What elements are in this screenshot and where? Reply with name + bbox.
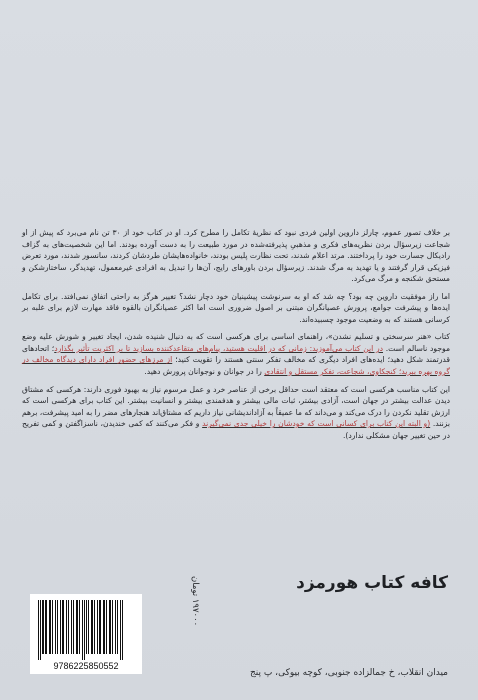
barcode-bar bbox=[40, 600, 41, 660]
blurb-paragraph: کتاب «هنر سرسختی و تسلیم نشدن»، راهنمای اساسی برای هرکسی است که به دنبال شنیده شدن، ایجاد تغییر و شورش علیه وضع موجود ناسالم است. در این کتاب می‌آموزید: زمانی که در اقلیت هستید، پیام‌های متقاعدکننده بسازید تا بر اکثریت تأثیر بگذارد؛ اتحادهای قدرتمند شکل دهید؛ ایده‌های افراد دیگری که مخالف تفکر سنتی هستند را تقویت کنید؛ از مرزهای حضور افراد دارای دیدگاه مخالف در گروه بهره ببرید؛ کنجکاوی، شجاعت، تفکر مستقل و انتقادی را در جوانان و نوجوانان پرورش دهید. bbox=[22, 332, 451, 377]
barcode-graphic bbox=[30, 594, 142, 674]
barcode-bar bbox=[117, 600, 118, 654]
barcode-bar bbox=[49, 600, 51, 654]
blurb-paragraph: بر خلاف تصور عموم، چارلز داروین اولین فردی نبود که نظریهٔ تکامل را مطرح کرد. او در کتاب خود از ۳۰ تن نام می‌برد که پیش از او شجاعت زیرسؤال بردن نظریه‌های فکری و مذهبیِ پذیرفته‌شده در مورد طبیعت را به دست آورده بودند. اما این شخصیت‌های به گزاف رادیکال جسارت خود را پرداختند. مرتد اعلام شدند، تحت نظارت پلیس بودند، خانواده‌هایشان طردشان کردند، سانسور شدند، مورد تعرض فیزیکی قرار گرفتند و یا تهدید به مرگ شدند. زیرسؤال بردن باورهای رایج، آن‌ها را تبدیل به افرادی غیرمعمول، تهدیدگر، ساختارشکن و مستحق شکنجه و مرگ می‌کرد. bbox=[22, 228, 450, 284]
barcode-bar bbox=[97, 600, 98, 654]
publisher-name: کافه کتاب هورمزد bbox=[296, 573, 448, 593]
barcode-bar bbox=[57, 600, 58, 654]
barcode-bar bbox=[73, 600, 74, 654]
blurb-paragraph: اما راز موفقیت داروین چه بود؟ چه شد که او به سرنوشت پیشینیان خود دچار نشد؟ تغییر هرگز به راحتی اتفاق نمی‌افتد. برای تکامل ایده‌ها و پیشرفت جوامع، پرورش عصیانگران مبتنی بر اصول ضروری است اما اکثر عصیانگران بالقوه فاقد مهارت لازم برای غلبه بر کرسانی هستند که به وضعیت موجود چسبیده‌اند. bbox=[22, 291, 450, 324]
barcode-bar bbox=[109, 600, 111, 654]
barcode-bar bbox=[99, 600, 101, 654]
barcode-bar bbox=[45, 600, 47, 654]
barcode-bar bbox=[42, 600, 44, 654]
price-text: ۱۹۷۰۰۰ تومان bbox=[190, 576, 200, 627]
barcode-bar bbox=[68, 600, 69, 654]
isbn-number: 9786225850552 bbox=[53, 661, 119, 671]
barcode-bar bbox=[52, 600, 53, 654]
barcode-bar bbox=[66, 600, 67, 654]
barcode-bar bbox=[106, 600, 107, 654]
barcode-bar bbox=[84, 600, 85, 660]
price-label bbox=[188, 576, 202, 666]
barcode-bar bbox=[62, 600, 64, 654]
barcode-bar bbox=[103, 600, 105, 654]
barcode-bar bbox=[112, 600, 113, 654]
highlighted-text: (و البته این کتاب برای کسانی است که خودشان را خیلی جدی نمی‌گیرند bbox=[202, 419, 431, 429]
barcode-bar bbox=[76, 600, 78, 654]
publisher-address: میدان انقلاب، خ جمالزاده جنوبی، کوچه بیوکی، پ پنج bbox=[249, 668, 448, 678]
barcode-bar bbox=[55, 600, 56, 654]
barcode-bar bbox=[60, 600, 61, 654]
barcode-bar bbox=[120, 600, 121, 660]
highlighted-text: از مرزهای حضور افراد دارای دیدگاه مخالف در گروه بهره ببرید؛ کنجکاوی، شجاعت، تفکر مستقل و انتقادی bbox=[22, 355, 450, 377]
barcode-bar bbox=[94, 600, 95, 654]
blurb-text bbox=[22, 227, 450, 447]
barcode bbox=[30, 594, 142, 674]
barcode-bar bbox=[71, 600, 72, 654]
barcode-bar bbox=[38, 600, 39, 660]
barcode-bar bbox=[86, 600, 87, 654]
highlighted-text: در این کتاب می‌آموزید: زمانی که در اقلیت هستید، پیام‌های متقاعدکننده بسازید تا بر اکثریت تأثیر بگذارد bbox=[54, 343, 384, 353]
barcode-bar bbox=[82, 600, 83, 660]
blurb-paragraph: این کتاب مناسب هرکسی است که معتقد است حداقل برخی از عناصر خرد و عمل مرسوم نیاز به بهبود فوری دارند: هرکسی که مشتاق دیدن عدالت بیشتر در جهان است، آزادی بیشتر، ثبات مالی بیشتر و هدفمندی بیشتر و انسانیت بیشتر. این کتاب برای هرکسی است که ارزش تقلید نکردن را درک می‌کند و می‌داند که ما عمیقاً به آزاداندیشانی نیاز داریم که مشتاق‌اند هنجارهای مضر را به امید پیشرفت، برهم بزنند. (و البته این کتاب برای کسانی است که خودشان را خیلی جدی نمی‌گیرند و فکر می‌کنند که کمی خندیدن، ناسزاگفتن و کمی تفریح در حین تغییر جهان مشکلی ندارد). bbox=[22, 384, 450, 440]
barcode-bar bbox=[79, 600, 80, 654]
barcode-bar bbox=[88, 600, 89, 654]
barcode-bar bbox=[91, 600, 93, 654]
barcode-bar bbox=[122, 600, 123, 660]
barcode-bar bbox=[115, 600, 116, 654]
